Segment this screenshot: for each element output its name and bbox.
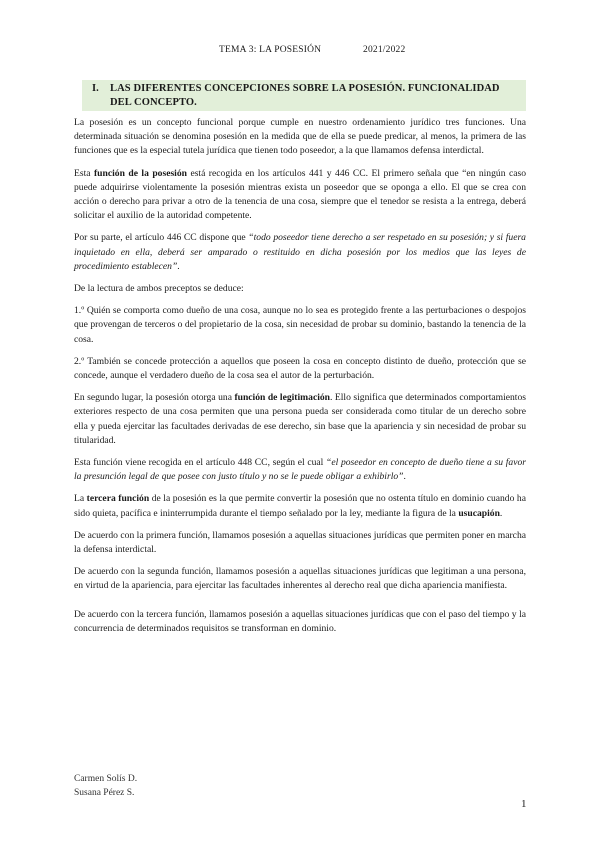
bold-term: función de la posesión: [93, 167, 187, 179]
paragraph: La tercera función de la posesión es la que permite convertir la posesión que no ostenta título en dominio cuando ha sido quieta, pacífica e ininterrumpida durante el tiempo señalado por la ley, mediante la figura de la usucapión.: [74, 493, 526, 519]
paragraph: Por su parte, el artículo 446 CC dispone que “todo poseedor tiene derecho a ser respetado en su posesión; y si fuera inquietado en ella, deberá ser amparado o restituido en dicha posesión por los medios que las leyes de procedimiento establecen”.: [74, 232, 526, 272]
paragraph: De acuerdo con la primera función, llamamos posesión a aquellas situaciones jurídicas que permiten poner en marcha la defensa interdictal.: [74, 529, 526, 556]
paragraph: De acuerdo con la tercera función, llamamos posesión a aquellas situaciones jurídicas que con el paso del tiempo y la concurrencia de determinados requisitos se transforman en dominio.: [74, 608, 526, 634]
quote: “todo poseedor tiene derecho a ser respetado en su posesión; y si fuera inquietado en ella, deberá ser amparado o restituido en dicha posesión por los medios que las leyes de procedimiento establecen”: [74, 232, 526, 272]
paragraph: 2.º También se concede protección a aquellos que poseen la cosa en concepto distinto de dueño, protección que se concede, aunque el verdadero dueño de la cosa sea el autor de la perturbación.: [74, 355, 526, 382]
section-heading: [92, 82, 520, 110]
header-topic: TEMA 3: LA POSESIÓN: [219, 45, 322, 55]
paragraph: De la lectura de ambos preceptos se deduce:: [74, 283, 244, 295]
bold-term: usucapión: [458, 507, 500, 519]
author-name: Susana Pérez S.: [74, 788, 135, 798]
document-body: [74, 116, 526, 644]
paragraph: Esta función viene recogida en el artículo 448 CC, según el cual “el poseedor en concepto de dueño tiene a su favor la presunción legal de que posee con justo título y no se le puede obligar a exhibirlo”.: [74, 457, 526, 483]
author-name: Carmen Solís D.: [74, 774, 138, 784]
bold-term: función de legitimación: [234, 392, 331, 404]
header-year: 2021/2022: [363, 45, 406, 55]
paragraph: La posesión es un concepto funcional porque cumple en nuestro ordenamiento jurídico tres funciones. Una determinada situación se denomina posesión en la medida que de ella se puede predicar, al menos, la primera de las funciones que es la especial tutela jurídica que tienen todo poseedor, a la que llamamos defensa interdictal.: [74, 117, 526, 157]
paragraph: De acuerdo con la segunda función, llamamos posesión a aquellas situaciones jurídicas que legitiman a una persona, en virtud de la apariencia, para ejercitar las facultades inherentes al derecho real que dicha apariencia manifiesta.: [74, 566, 526, 592]
paragraph: 1.º Quién se comporta como dueño de una cosa, aunque no lo sea es protegido frente a las perturbaciones o despojos que provengan de terceros o del propietario de la cosa, sin necesidad de probar su dominio, bastando la tenencia de la cosa.: [74, 305, 526, 345]
section-number: I.: [92, 83, 99, 94]
paragraph: En segundo lugar, la posesión otorga una función de legitimación. Ello significa que determinados comportamientos exteriores respecto de una cosa permiten que una persona pueda ser considerada como titular de un derecho sobre ella y pueda ejercitar las facultades derivadas de ese derecho, sin base que la apariencia y sin necesidad de probar su titularidad.: [74, 392, 526, 446]
section-title: LAS DIFERENTES CONCEPCIONES SOBRE LA POSESIÓN. FUNCIONALIDAD DEL CONCEPTO.: [110, 83, 500, 108]
quote: “el poseedor en concepto de dueño tiene a su favor la presunción legal de que posee con justo título y no se le puede obligar a exhibirlo”: [74, 457, 526, 483]
paragraph: Esta función de la posesión está recogida en los artículos 441 y 446 CC. El primero señala que “en ningún caso puede adquirirse violentamente la posesión mientras exista un poseedor que se oponga a ello. El que se crea con acción o derecho para privar a otro de la tenencia de una cosa, siempre que el tenedor se resista a la entrega, deberá solicitar el auxilio de la autoridad competente.: [74, 167, 526, 222]
page-number: 1: [521, 798, 527, 810]
bold-term: tercera función: [86, 493, 150, 505]
footer-authors: [74, 772, 137, 800]
